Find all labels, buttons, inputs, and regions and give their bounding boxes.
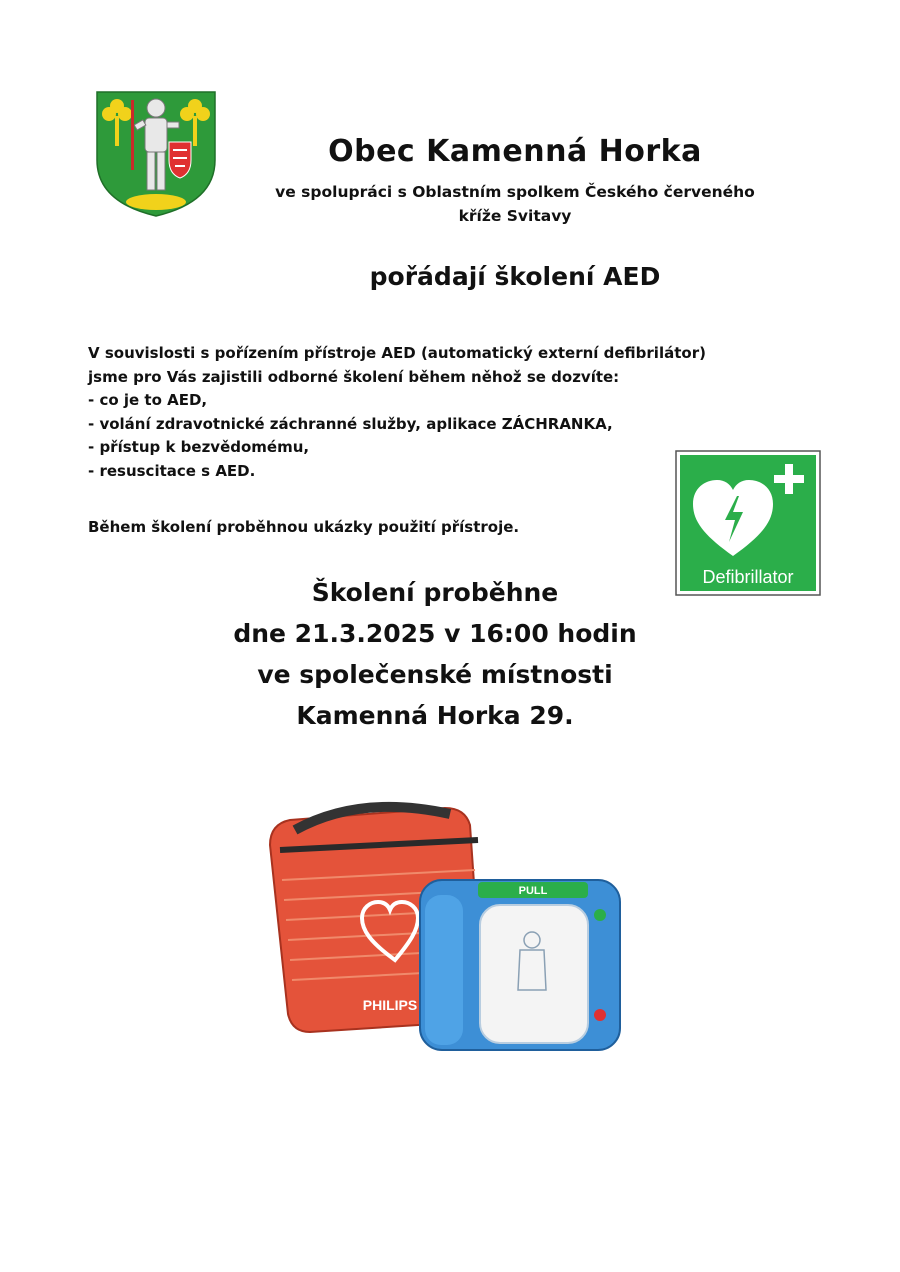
pull-label: PULL bbox=[518, 885, 548, 897]
event-details bbox=[130, 572, 740, 736]
defibrillator-label: Defibrillator bbox=[702, 567, 794, 587]
subtitle-line-2: kříže Svitavy bbox=[458, 207, 572, 225]
event-date-time: dne 21.3.2025 v 16:00 hodin bbox=[233, 619, 637, 648]
subtitle bbox=[230, 180, 800, 228]
page-title: Obec Kamenná Horka bbox=[328, 134, 702, 169]
event-heading: pořádají školení AED bbox=[369, 262, 661, 291]
intro-line-2: jsme pro Vás zajistili odborné školení během něhož se dozvíte: bbox=[88, 367, 620, 386]
intro-line-1: V souvislosti s pořízením přístroje AED (automatický externí defibrilátor) bbox=[88, 344, 706, 362]
brand-label: PHILIPS bbox=[362, 997, 418, 1013]
demo-note: Během školení proběhnou ukázky použití přístroje. bbox=[88, 518, 520, 536]
bullet-item: - resuscitace s AED. bbox=[88, 461, 256, 480]
coat-of-arms-logo bbox=[95, 90, 217, 218]
aed-device-image bbox=[220, 800, 640, 1075]
bullet-item: - přístup k bezvědomému, bbox=[88, 438, 310, 456]
bullet-item: - co je to AED, bbox=[88, 391, 208, 409]
event-address: Kamenná Horka 29. bbox=[296, 701, 574, 730]
subtitle-line-1: ve spolupráci s Oblastním spolkem Českého červeného bbox=[275, 183, 755, 201]
bullet-item: - volání zdravotnické záchranné služby, aplikace ZÁCHRANKA, bbox=[88, 414, 613, 433]
event-venue: ve společenské místnosti bbox=[257, 660, 613, 689]
event-line-1: Školení proběhne bbox=[311, 578, 559, 607]
